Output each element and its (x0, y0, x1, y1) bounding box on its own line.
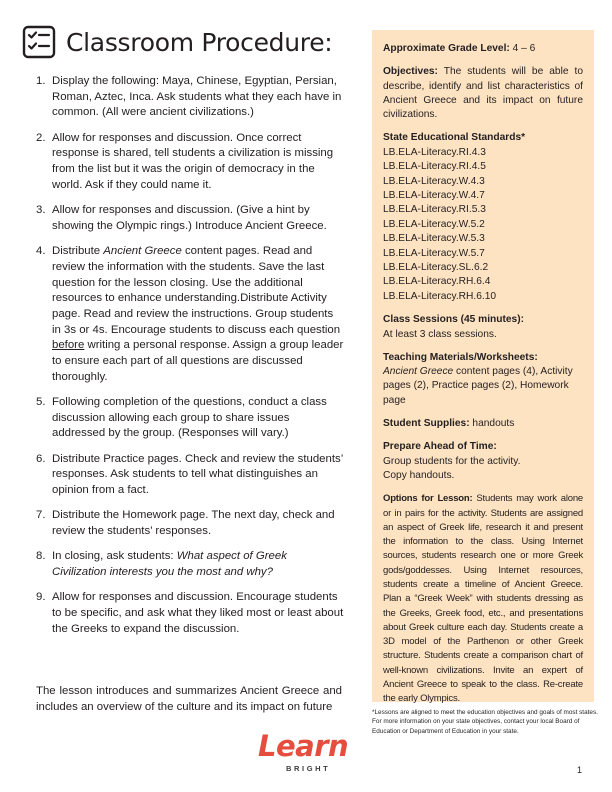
step-text (52, 508, 344, 539)
step-text (52, 203, 344, 234)
step-text-run: Display the following: Maya, Chinese, Egyptian, Persian, Roman, Aztec, Inca. Ask students what they each have in common. (All were ancient civilizations.) (52, 75, 342, 119)
materials-rest: content pages (4), Activity pages (2), Practice pages (2), Homework page (383, 366, 573, 406)
lesson-info-sidebar (372, 30, 594, 705)
prepare-label: Prepare Ahead of Time: (383, 441, 497, 453)
step-text-run: Distribute Practice pages. Check and review the students’ responses. Ask students to tell what distinguishes an opinion from a fact. (52, 452, 343, 497)
sessions-text: At least 3 class sessions. (383, 328, 497, 340)
step-text-run: Distribute the Homework page. The next day, check and review the students’ responses. (52, 509, 335, 538)
page-header (22, 22, 332, 62)
step-text-run: before (52, 339, 85, 352)
sessions-label: Class Sessions (45 minutes): (383, 314, 524, 326)
standards-list (383, 146, 583, 304)
procedure-list (22, 74, 344, 647)
grade-level (383, 42, 583, 56)
prepare-line: Copy handouts. (383, 469, 455, 481)
standards-section (383, 131, 583, 304)
supplies-text: handouts (469, 418, 515, 430)
step-number: 7. (36, 509, 46, 522)
standard-item: LB.ELA-Literacy.RH.6.10 (383, 290, 497, 302)
procedure-step (22, 395, 344, 442)
step-text (52, 590, 344, 637)
standard-item: LB.ELA-Literacy.SL.6.2 (383, 262, 489, 274)
grade-level-value: 4 – 6 (509, 43, 536, 54)
logo-wordmark: Learn (258, 729, 349, 763)
materials-label: Teaching Materials/Worksheets: (383, 351, 538, 363)
procedure-step (22, 131, 344, 194)
step-text-run: content pages. Read and review the information with the students. Save the last question for the lesson closing. Use the additional resources to enhance understanding.Distribute Activity page. Read and review the instructions. Group students in 3s or 4s. Encourage students to discuss each question (52, 245, 341, 336)
standards-footnote: *Lessons are aligned to meet the education objectives and goals of most states. For more information on your state objectives, contact your local Board of Education or Department of Education in your state. (372, 709, 598, 735)
materials-italic: Ancient Greece (383, 366, 454, 378)
standard-item: LB.ELA-Literacy.RI.5.3 (383, 204, 486, 216)
step-text-run: What aspect of Greek Civilization interests you the most and why? (52, 550, 287, 579)
step-number: 5. (36, 396, 46, 409)
procedure-step (22, 508, 344, 539)
standard-item: LB.ELA-Literacy.W.5.3 (383, 233, 485, 245)
step-text-run: writing a personal response. Assign a group leader to ensure each part of all questions are discussed thoroughly. (52, 339, 344, 383)
options-label: Options for Lesson: (383, 493, 473, 505)
step-text-run: Distribute (52, 245, 104, 258)
prepare-line: Group students for the activity. (383, 455, 521, 467)
step-text (52, 131, 344, 194)
standard-item: LB.ELA-Literacy.W.4.7 (383, 190, 485, 201)
standard-item: LB.ELA-Literacy.W.5.7 (383, 247, 485, 259)
procedure-step (22, 244, 344, 385)
step-number: 9. (36, 591, 46, 604)
prepare-ahead (383, 440, 583, 483)
standard-item: LB.ELA-Literacy.RI.4.5 (383, 161, 486, 173)
step-number: 6. (36, 452, 46, 465)
standard-item: LB.ELA-Literacy.RH.6.4 (383, 276, 491, 288)
class-sessions (383, 313, 583, 342)
checklist-icon (22, 25, 56, 59)
step-text-run: Ancient Greece (103, 245, 182, 258)
standard-item: LB.ELA-Literacy.W.5.2 (383, 218, 485, 230)
step-text-run: Allow for responses and discussion. (Give a hint by showing the Olympic rings.) Introduce Ancient Greece. (52, 204, 327, 232)
step-text-run: Allow for responses and discussion. Encourage students to be specific, and ask what they liked most or least about the Greeks to expand the discussion. (52, 591, 344, 635)
grade-level-label: Approximate Grade Level: (383, 43, 510, 54)
standard-item: LB.ELA-Literacy.W.4.3 (383, 175, 485, 187)
step-text-run: Following completion of the questions, conduct a class discussion allowing each group to share issues addressed by the group. (Responses will vary.) (52, 396, 327, 440)
objectives-label: Objectives: (383, 66, 438, 78)
objectives-text: The students will be able to describe, identify and list characteristics of Ancient Greece and its impact on future civilizations. (383, 66, 583, 121)
step-text (52, 244, 344, 385)
step-number: 8. (36, 550, 46, 563)
step-number: 3. (36, 204, 46, 217)
step-number: 4. (36, 245, 46, 258)
student-supplies (383, 417, 583, 431)
standard-item: LB.ELA-Literacy.RI.4.3 (383, 146, 486, 158)
page-title: Classroom Procedure: (66, 27, 333, 57)
step-text (52, 549, 344, 580)
lesson-options (383, 492, 583, 706)
closing-paragraph: The lesson introduces and summarizes Ancient Greece and includes an overview of the culture and its impact on future (36, 685, 342, 713)
step-text (52, 452, 344, 499)
logo-subtitle: BRIGHT (286, 764, 331, 773)
page-number: 1 (577, 765, 583, 775)
procedure-step (22, 74, 344, 121)
procedure-step (22, 549, 344, 580)
supplies-label: Student Supplies: (383, 418, 470, 430)
learn-bright-logo (256, 727, 352, 781)
procedure-step (22, 590, 344, 637)
procedure-step (22, 452, 344, 499)
step-text-run: In closing, ask students: (52, 550, 177, 563)
step-text-run: Allow for responses and discussion. Once correct response is shared, tell students a civilization is missing from the list but it was the origin of democracy in the world. Ask if they could name it. (52, 131, 334, 191)
standards-label: State Educational Standards* (383, 132, 526, 144)
step-text (52, 395, 344, 442)
teaching-materials (383, 351, 583, 408)
step-text (52, 74, 344, 121)
step-number: 1. (36, 75, 46, 87)
objectives (383, 65, 583, 122)
options-text: Students may work alone or in pairs for the activity. Students are assigned an aspect of Greek life, research it and present the information to the class. Using Internet sources, students research one or more Greek gods/goddesses. Using Internet resources, students create a timeline of Ancient Greece. Plan a “Greek Week” with students dressing as the Greeks, Greek food, etc., and presentations about Greek culture each day. Students create a 3D model of the Parthenon or other Greek structure. Students create a comparison chart of well-known civilizations. Invite an expert of Ancient Greece to speak to the class. Re-create the early Olympics. (383, 493, 583, 705)
procedure-step (22, 203, 344, 234)
step-number: 2. (36, 131, 46, 144)
materials-text (383, 365, 583, 408)
